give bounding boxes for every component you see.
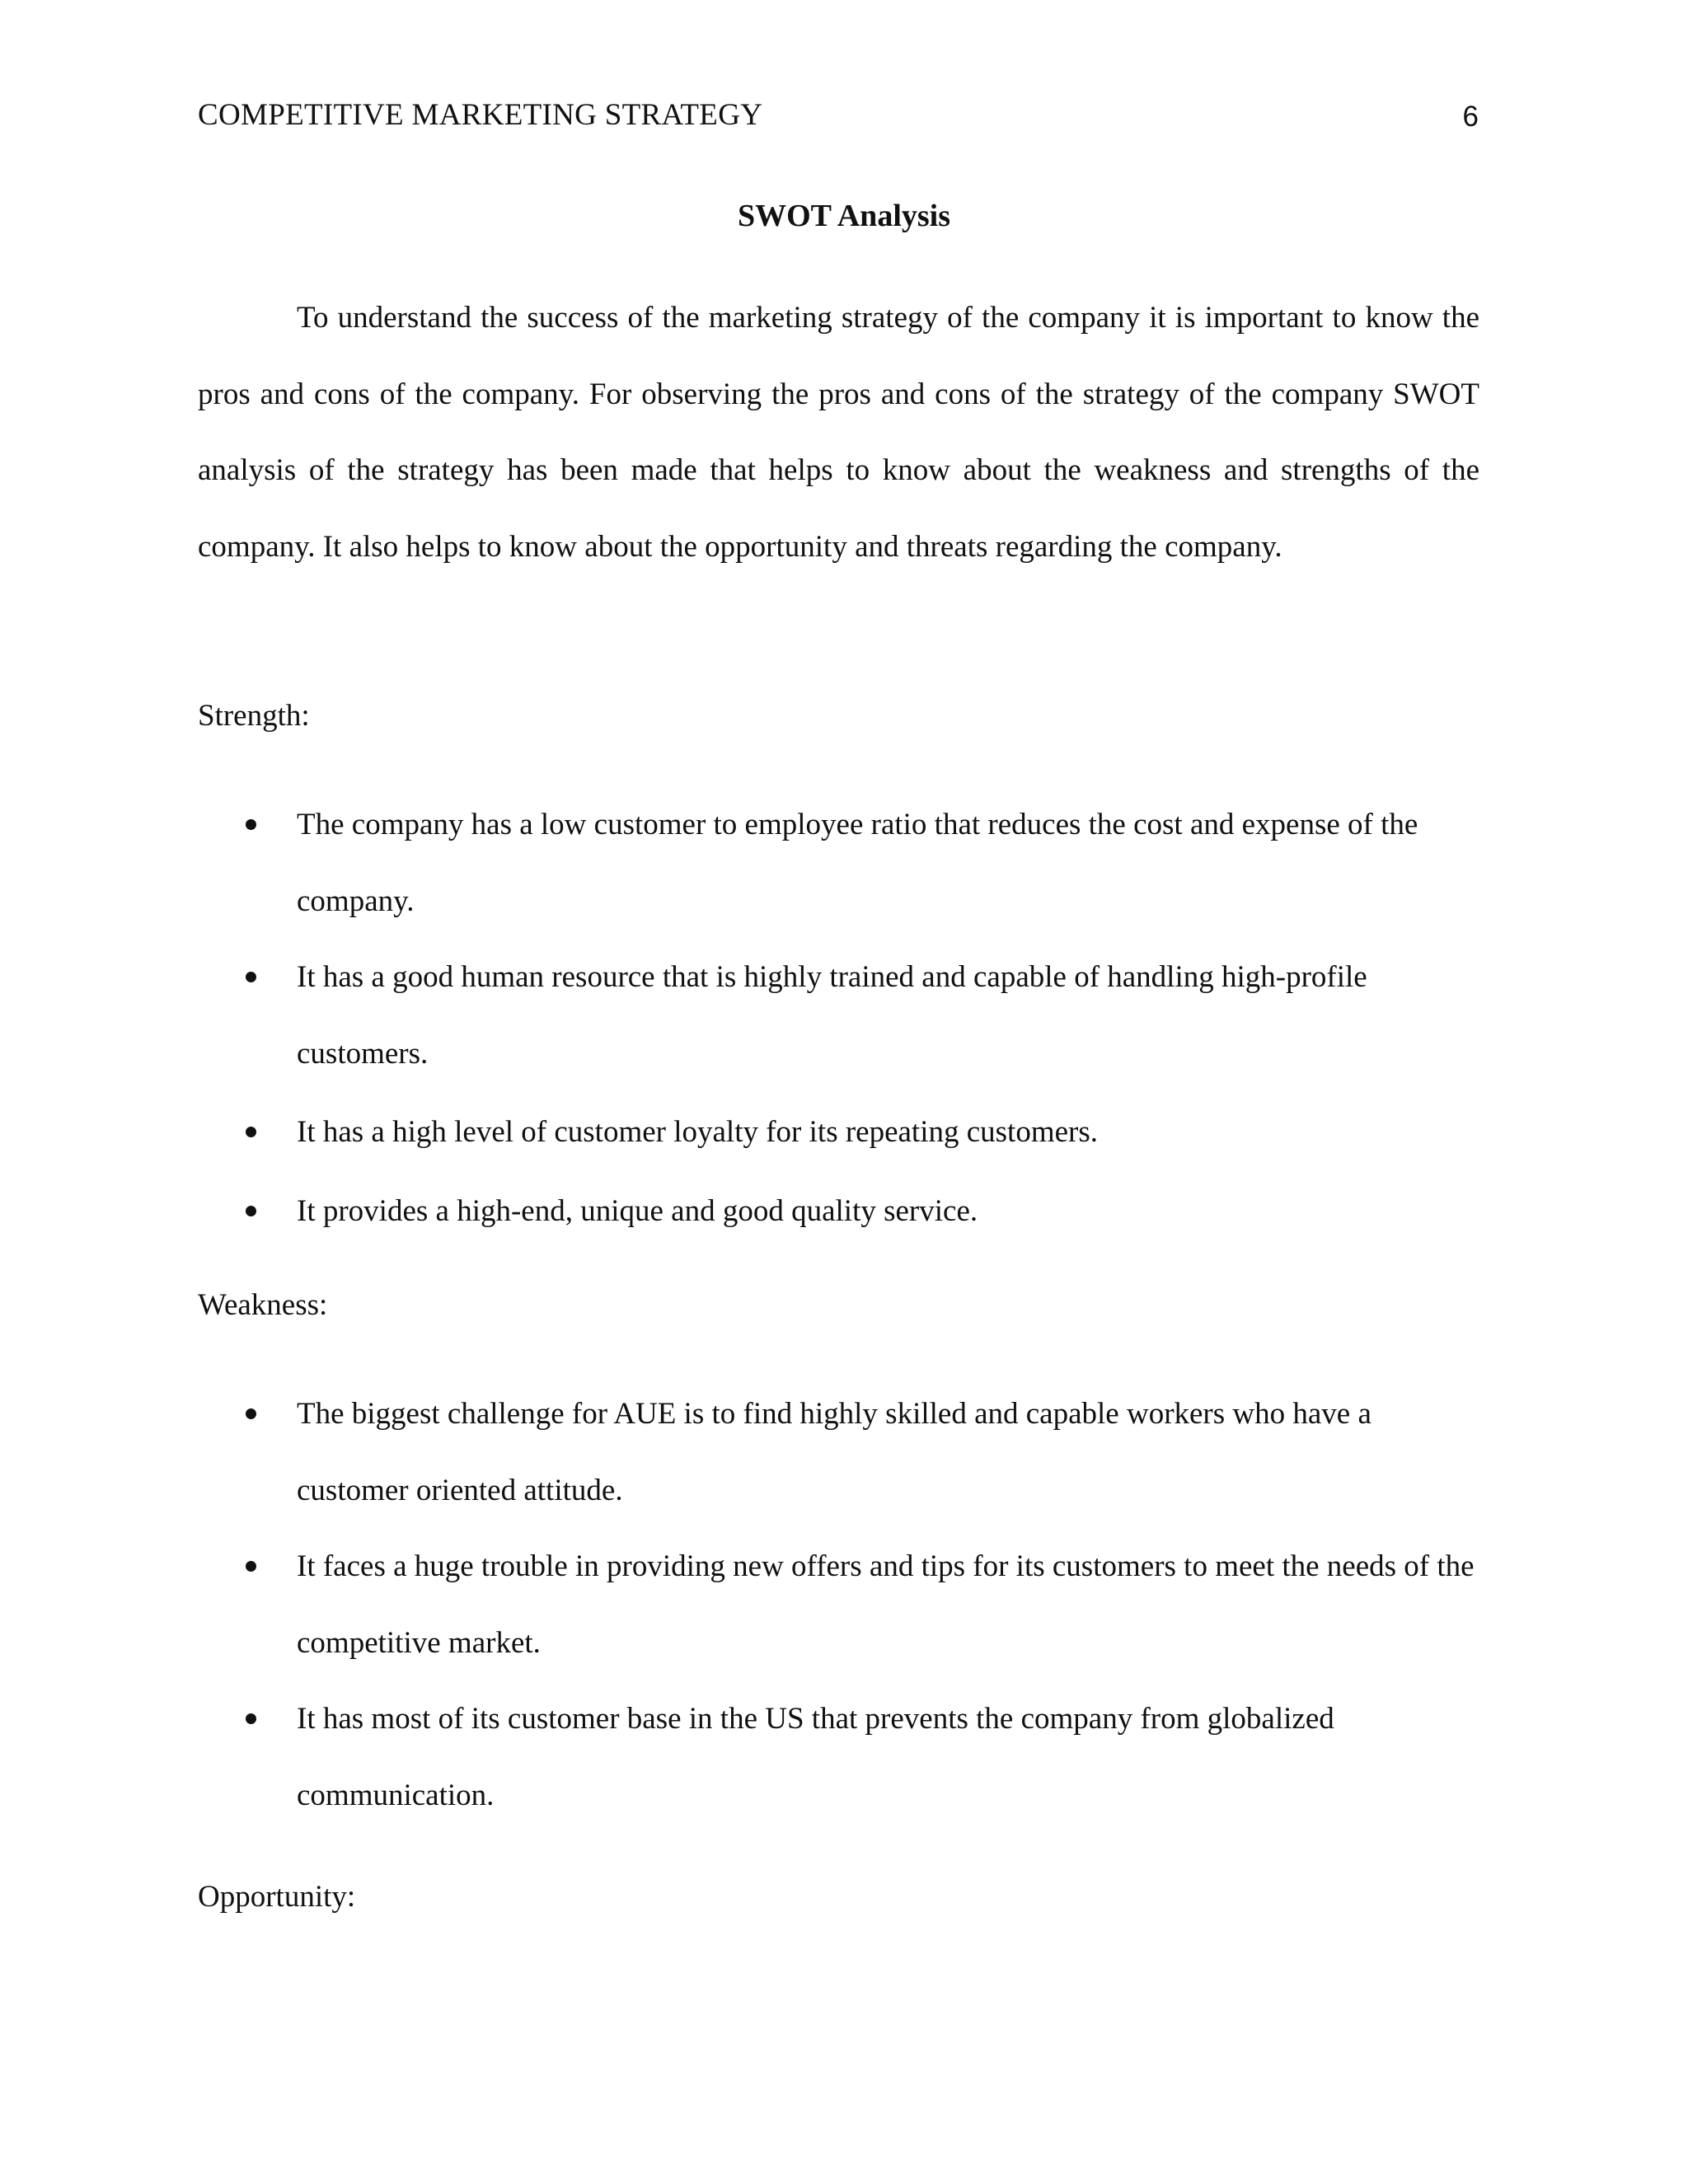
list-item [198, 787, 1479, 940]
list-item [198, 1094, 1479, 1171]
weakness-list [198, 1376, 1479, 1834]
list-item-text: It has most of its customer base in the US that prevents the company from globalized communication. [297, 1702, 1334, 1812]
list-item [198, 1174, 1479, 1250]
bullet-icon [246, 819, 256, 830]
strength-list [198, 787, 1479, 1249]
list-item [198, 1529, 1479, 1681]
strength-heading: Strength: [198, 699, 310, 733]
list-item [198, 1376, 1479, 1529]
bullet-icon [246, 1127, 256, 1137]
weakness-heading: Weakness: [198, 1288, 328, 1322]
list-item-text: It has a high level of customer loyalty for its repeating customers. [297, 1115, 1099, 1149]
list-item-text: It faces a huge trouble in providing new offers and tips for its customers to meet the needs of the competitive market. [297, 1549, 1475, 1660]
bullet-icon [246, 1206, 256, 1216]
bullet-icon [246, 1713, 256, 1724]
list-item [198, 940, 1479, 1092]
running-head: COMPETITIVE MARKETING STRATEGY [198, 98, 763, 132]
bullet-icon [246, 972, 256, 982]
list-item [198, 1681, 1479, 1834]
page-number: 6 [1462, 101, 1479, 133]
section-title: SWOT Analysis [737, 199, 951, 233]
list-item-text: The biggest challenge for AUE is to find highly skilled and capable workers who have a customer oriented attitude. [297, 1397, 1372, 1507]
list-item-text: The company has a low customer to employee ratio that reduces the cost and expense of the company. [297, 808, 1418, 918]
list-item-text: It has a good human resource that is highly trained and capable of handling high-profile customers. [297, 960, 1367, 1071]
bullet-icon [246, 1408, 256, 1419]
bullet-icon [246, 1561, 256, 1572]
intro-paragraph: To understand the success of the marketing strategy of the company it is important to know the pros and cons of the company. For observing the pros and cons of the strategy of the company SWOT analysis of the strategy has been made that helps to know about the weakness and strengths of the company. It also helps to know about the opportunity and threats regarding the company. [198, 301, 1479, 564]
list-item-text: It provides a high-end, unique and good quality service. [297, 1193, 978, 1228]
opportunity-heading: Opportunity: [198, 1880, 356, 1914]
